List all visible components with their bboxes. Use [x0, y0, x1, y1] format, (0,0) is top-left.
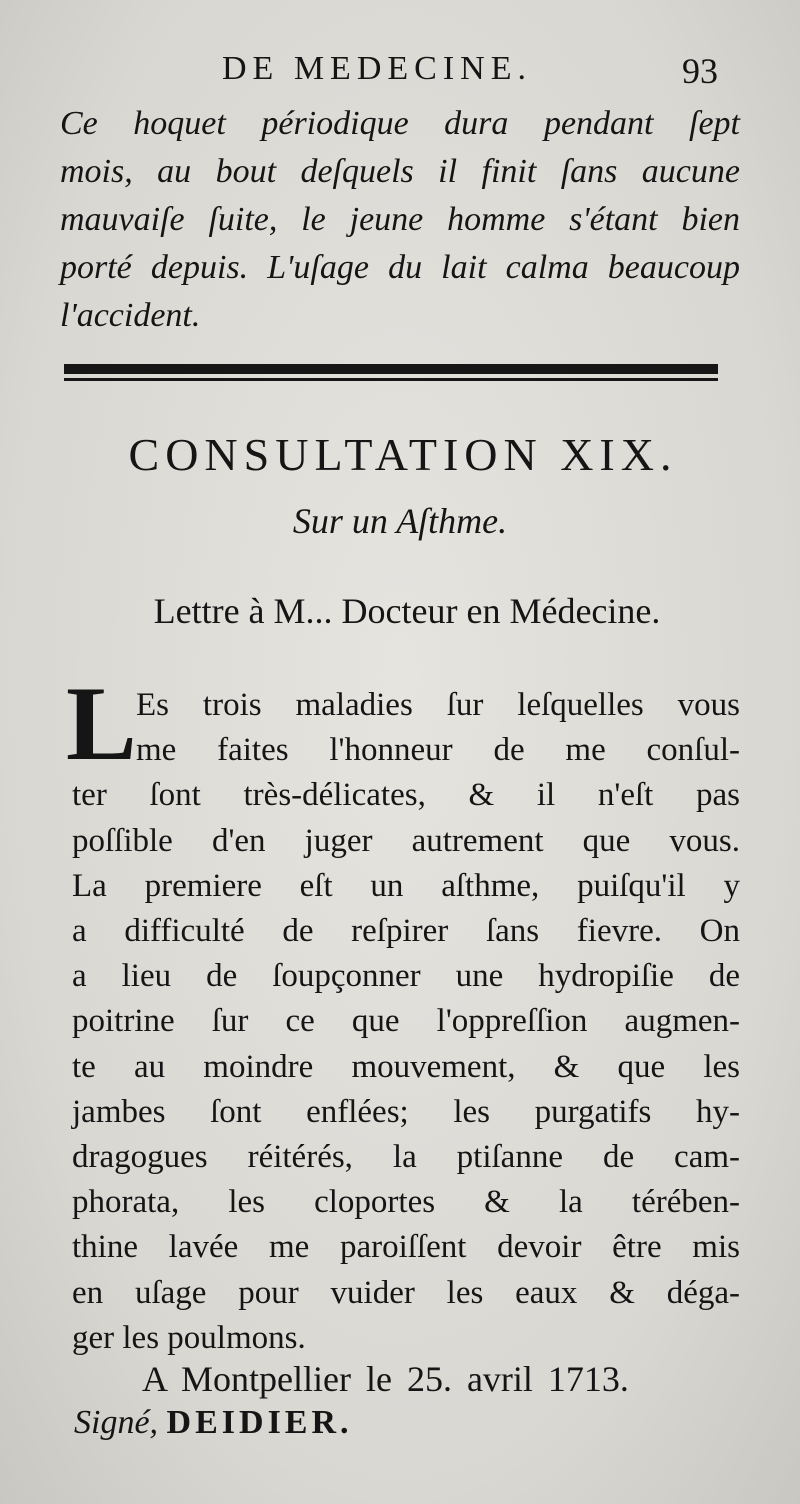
body-line: phorata, les cloportes & la térében- [72, 1184, 740, 1221]
italic-line: mois, au bout deſquels il finit ſans aucune [60, 153, 740, 190]
page-number: 93 [682, 51, 718, 91]
body-line: en uſage pour vuider les eaux & déga- [72, 1274, 740, 1311]
body-line: Es trois maladies ſur leſquelles vous [136, 687, 740, 723]
body-line: ter ſont très-délicates, & il n'eſt pas [72, 777, 740, 814]
signer-name: DEIDIER. [166, 1404, 353, 1441]
consultation-heading: CONSULTATION XIX. [128, 429, 678, 480]
body-line: jambes ſont enflées; les purgatifs hy- [72, 1093, 740, 1130]
signature-line [74, 1404, 353, 1442]
body-line: ger les poulmons. [72, 1319, 306, 1356]
letter-title: Lettre à M... Docteur en Médecine. [153, 591, 661, 631]
signed-label: Signé, [74, 1404, 159, 1441]
body-line: poitrine ſur ce que l'oppreſſion augmen- [72, 1003, 740, 1040]
italic-line: l'accident. [60, 297, 201, 334]
italic-line: porté depuis. L'uſage du lait calma beaucoup [60, 249, 740, 286]
drop-cap: L [66, 665, 137, 782]
body-line: thine lavée me paroiſſent devoir être mis [72, 1229, 740, 1266]
divider-thick-line [64, 364, 718, 374]
italic-line: mauvaiſe ſuite, le jeune homme s'étant bien [60, 201, 740, 238]
running-head [0, 50, 800, 100]
body-line: te au moindre mouvement, & que les [72, 1048, 740, 1085]
body-line: poſſible d'en juger autrement que vous. [72, 822, 740, 859]
body-line: a difficulté de reſpirer ſans fievre. On [72, 913, 740, 950]
body-line: a lieu de ſoupçonner une hydropiſie de [72, 958, 740, 995]
italic-line: Ce hoquet périodique dura pendant ſept [60, 105, 740, 142]
body-paragraph [72, 683, 740, 1361]
consultation-subheading: Sur un Aſthme. [292, 501, 508, 541]
running-title: DE MEDECINE. [222, 50, 532, 87]
body-line: La premiere eſt un aſthme, puiſqu'il y [72, 867, 740, 904]
italic-paragraph [60, 100, 740, 340]
place-date-line: A Montpellier le 25. avril 1713. [142, 1359, 629, 1399]
divider-thin-line [64, 378, 718, 381]
section-divider-rule [64, 364, 718, 382]
body-line: me faites l'honneur de me conſul- [136, 732, 740, 769]
body-line: dragogues réitérés, la ptiſanne de cam- [72, 1139, 740, 1176]
